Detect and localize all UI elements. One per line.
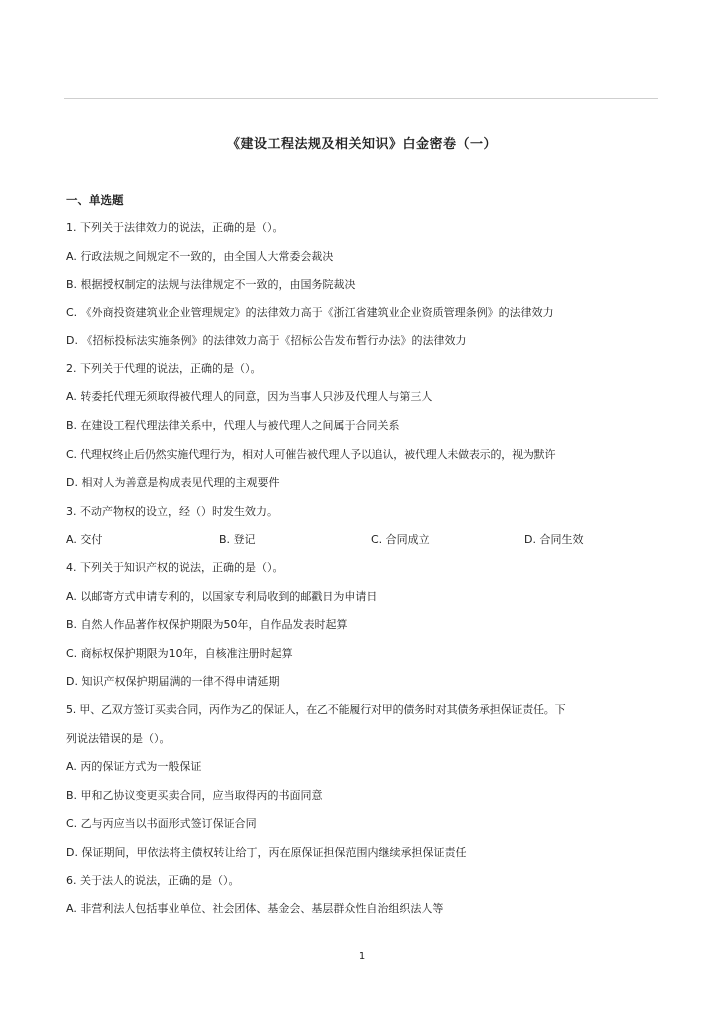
question-3-options (66, 533, 666, 547)
option-line: A. 非营利法人包括事业单位、社会团体、基金会、基层群众性自治组织法人等 (66, 902, 444, 915)
option-b: B. 登记 (219, 533, 256, 546)
section-heading: 一、单选题 (66, 193, 124, 207)
header-rule (64, 98, 658, 99)
option-line: A. 丙的保证方式为一般保证 (66, 760, 202, 773)
option-line: C. 代理权终止后仍然实施代理行为，相对人可催告被代理人予以追认，被代理人未做表示的，视为默许 (66, 448, 556, 461)
option-c: C. 合同成立 (371, 533, 430, 546)
option-line: D. 相对人为善意是构成表见代理的主观要件 (66, 476, 280, 489)
option-line: A. 行政法规之间规定不一致的，由全国人大常委会裁决 (66, 250, 334, 263)
option-line: D. 保证期间，甲依法将主债权转让给丁，丙在原保证担保范围内继续承担保证责任 (66, 846, 467, 859)
option-line: A. 转委托代理无须取得被代理人的同意，因为当事人只涉及代理人与第三人 (66, 390, 433, 403)
option-line: B. 自然人作品著作权保护期限为50年，自作品发表时起算 (66, 618, 348, 631)
question-line: 5. 甲、乙双方签订买卖合同，丙作为乙的保证人，在乙不能履行对甲的债务时对其债务承担保证责任。下 (66, 703, 566, 716)
question-line: 4. 下列关于知识产权的说法，正确的是（）。 (66, 561, 284, 574)
question-line: 3. 不动产物权的设立，经（）时发生效力。 (66, 505, 278, 518)
option-line: B. 根据授权制定的法规与法律规定不一致的，由国务院裁决 (66, 278, 356, 291)
question-line: 1. 下列关于法律效力的说法，正确的是（）。 (66, 221, 284, 234)
option-a: A. 交付 (66, 533, 103, 546)
option-line: D. 知识产权保护期届满的一律不得申请延期 (66, 675, 280, 688)
question-line-continued: 列说法错误的是（）。 (66, 732, 171, 745)
option-line: C. 《外商投资建筑业企业管理规定》的法律效力高于《浙江省建筑业企业资质管理条例》的法律效力 (66, 306, 554, 319)
option-line: C. 乙与丙应当以书面形式签订保证合同 (66, 817, 257, 830)
option-line: D. 《招标投标法实施条例》的法律效力高于《招标公告发布暂行办法》的法律效力 (66, 334, 467, 347)
document-title: 《建设工程法规及相关知识》白金密卷（一） (226, 137, 497, 152)
option-line: B. 甲和乙协议变更买卖合同，应当取得丙的书面同意 (66, 789, 323, 802)
question-line: 2. 下列关于代理的说法，正确的是（）。 (66, 362, 262, 375)
option-line: B. 在建设工程代理法律关系中，代理人与被代理人之间属于合同关系 (66, 419, 400, 432)
page-number: 1 (358, 951, 366, 962)
option-line: A. 以邮寄方式申请专利的，以国家专利局收到的邮戳日为申请日 (66, 590, 378, 603)
option-line: C. 商标权保护期限为10年，自核准注册时起算 (66, 647, 293, 660)
option-d: D. 合同生效 (524, 533, 584, 546)
question-line: 6. 关于法人的说法，正确的是（）。 (66, 874, 240, 887)
